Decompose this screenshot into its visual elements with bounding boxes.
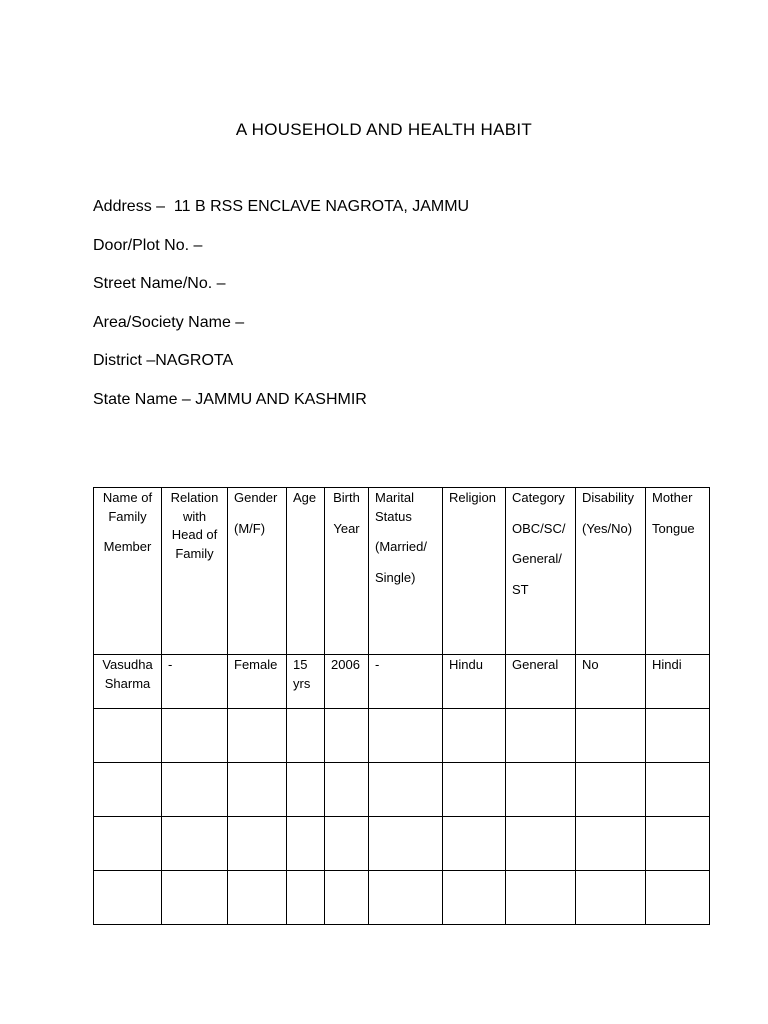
cell-relation: - [162, 655, 228, 709]
header-marital-status [369, 488, 443, 655]
header-text: Religion [449, 490, 496, 505]
document-title: A HOUSEHOLD AND HEALTH HABIT [235, 120, 533, 139]
header-text: Gender [234, 490, 278, 505]
empty-cell[interactable] [287, 871, 325, 925]
header-text: (M/F) [234, 520, 266, 536]
header-text: Birth [333, 490, 360, 505]
empty-cell[interactable] [369, 871, 443, 925]
header-text: Head of [171, 527, 218, 542]
header-religion [443, 488, 506, 655]
header-age [287, 488, 325, 655]
empty-cell[interactable] [228, 763, 287, 817]
header-text: OBC/SC/ [512, 520, 566, 536]
address-block [93, 197, 469, 428]
header-birth-year [325, 488, 369, 655]
street-line: Street Name/No. – [93, 275, 226, 292]
cell-birth-year: 2006 [325, 655, 369, 709]
cell-text: yrs [293, 675, 311, 691]
cell-gender: Female [228, 655, 287, 709]
header-text: Relation [170, 490, 219, 505]
header-name-of-family-member [94, 488, 162, 655]
header-text: Family [108, 508, 147, 524]
table-row [94, 871, 710, 925]
area-society-line: Area/Society Name – [93, 313, 245, 331]
header-text: Marital [375, 490, 415, 505]
empty-cell[interactable] [443, 763, 506, 817]
header-text: Category [512, 490, 565, 505]
empty-cell[interactable] [162, 871, 228, 925]
empty-cell[interactable] [325, 817, 369, 871]
empty-cell[interactable] [287, 817, 325, 871]
empty-cell[interactable] [506, 763, 576, 817]
header-text: Single) [375, 569, 416, 585]
cell-disability: No [576, 655, 646, 709]
empty-cell[interactable] [369, 709, 443, 763]
header-text: Year [333, 520, 360, 536]
empty-cell[interactable] [369, 817, 443, 871]
header-text: Tongue [652, 520, 695, 536]
empty-cell[interactable] [94, 871, 162, 925]
cell-name [94, 655, 162, 709]
empty-cell[interactable] [646, 763, 710, 817]
empty-cell[interactable] [325, 763, 369, 817]
empty-cell[interactable] [228, 817, 287, 871]
empty-cell[interactable] [162, 709, 228, 763]
empty-cell[interactable] [94, 763, 162, 817]
header-text: Name of [102, 490, 153, 505]
header-text: ST [512, 581, 529, 597]
district-line: District –NAGROTA [93, 352, 234, 369]
cell-mother-tongue: Hindi [646, 655, 710, 709]
header-text: Age [293, 490, 317, 505]
header-text: Mother [652, 490, 693, 505]
empty-cell[interactable] [506, 709, 576, 763]
header-text: General/ [512, 551, 562, 566]
table-row [94, 817, 710, 871]
header-text: (Yes/No) [582, 520, 633, 536]
empty-cell[interactable] [325, 871, 369, 925]
family-members-table [93, 487, 710, 925]
empty-cell[interactable] [646, 817, 710, 871]
empty-cell[interactable] [228, 871, 287, 925]
empty-cell[interactable] [94, 817, 162, 871]
table-row [94, 763, 710, 817]
cell-category: General [506, 655, 576, 709]
header-text: Status [375, 508, 412, 524]
empty-cell[interactable] [576, 817, 646, 871]
door-plot-line: Door/Plot No. – [93, 236, 203, 254]
cell-text: Vasudha [102, 657, 153, 672]
state-line: State Name – JAMMU AND KASHMIR [93, 390, 367, 408]
header-text: with [182, 508, 207, 524]
cell-age [287, 655, 325, 709]
empty-cell[interactable] [287, 709, 325, 763]
cell-marital-status: - [369, 655, 443, 709]
empty-cell[interactable] [506, 817, 576, 871]
cell-text: Sharma [104, 675, 151, 691]
table-header-row [94, 488, 710, 655]
empty-cell[interactable] [576, 871, 646, 925]
header-disability [576, 488, 646, 655]
empty-cell[interactable] [325, 709, 369, 763]
empty-cell[interactable] [646, 871, 710, 925]
empty-cell[interactable] [287, 763, 325, 817]
empty-cell[interactable] [228, 709, 287, 763]
empty-cell[interactable] [576, 709, 646, 763]
empty-cell[interactable] [443, 871, 506, 925]
header-text: Family [175, 545, 214, 561]
table-row [94, 709, 710, 763]
empty-cell[interactable] [443, 709, 506, 763]
table-row [94, 655, 710, 709]
address-line: Address – 11 B RSS ENCLAVE NAGROTA, JAMMU [93, 198, 470, 215]
empty-cell[interactable] [369, 763, 443, 817]
header-text: (Married/ [375, 539, 428, 554]
empty-cell[interactable] [162, 763, 228, 817]
header-gender [228, 488, 287, 655]
empty-cell[interactable] [646, 709, 710, 763]
cell-religion: Hindu [443, 655, 506, 709]
empty-cell[interactable] [94, 709, 162, 763]
header-text: Member [103, 539, 152, 554]
header-mother-tongue [646, 488, 710, 655]
empty-cell[interactable] [506, 871, 576, 925]
empty-cell[interactable] [162, 817, 228, 871]
empty-cell[interactable] [443, 817, 506, 871]
empty-cell[interactable] [576, 763, 646, 817]
header-text: Disability [582, 490, 635, 505]
header-relation-with-head [162, 488, 228, 655]
cell-text: 15 [293, 657, 308, 672]
header-category [506, 488, 576, 655]
